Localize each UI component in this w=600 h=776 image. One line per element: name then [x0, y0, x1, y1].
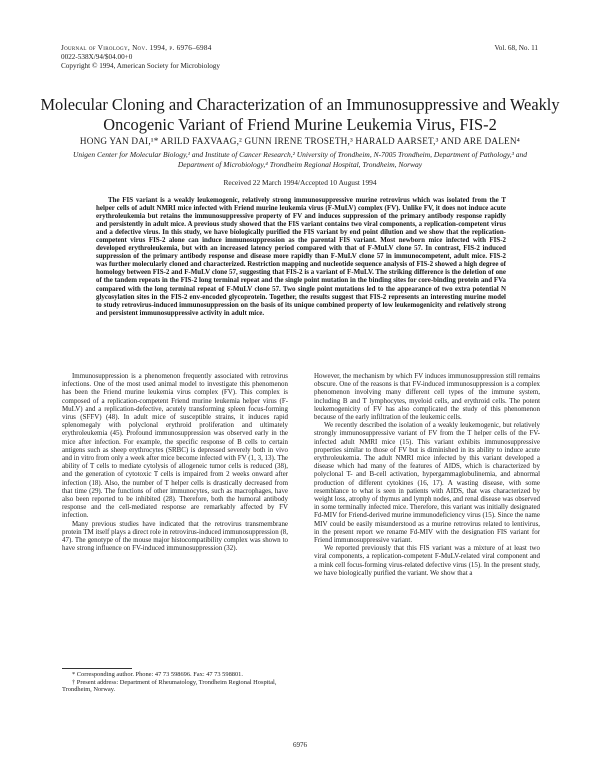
author-list: HONG YAN DAI,¹* ARILD FAXVAAG,² GUNN IRENE TROSETH,³ HARALD AARSET,³ AND ARE DALEN⁴: [79, 136, 521, 146]
received-date: Received 22 March 1994/Accepted 10 August 1994: [223, 178, 377, 187]
footnote-corresponding-author: * Corresponding author. Phone: 47 73 598696. Fax: 47 73 598801.: [72, 671, 243, 678]
affiliations: Unigen Center for Molecular Biology,¹ and Institute of Cancer Research,² University of Trondheim, N-7005 Trondheim, Department of Pathology,³ and Department of Microbiology,⁴ Trondheim Regional Hospital, Trondheim, Norway: [73, 150, 527, 169]
body-column-left: [62, 372, 288, 662]
body-column-right: [314, 372, 540, 577]
footnote-present-address: † Present address: Department of Rheumatology, Trondheim Regional Hospital, Trondheim, Norway.: [62, 678, 277, 694]
body-paragraph: Many previous studies have indicated that the retrovirus transmembrane protein TM itself plays a direct role in retrovirus-induced immunosuppression (8, 47). The genotype of the mouse major histocompatibility complex was shown to have strong influence on FV-induced immunosuppression (32).: [62, 519, 288, 553]
footnotes: [62, 671, 288, 694]
paper-title: Molecular Cloning and Characterization of an Immunosuppressive and Weakly Oncogenic Variant of Friend Murine Leukemia Virus, FIS-2: [40, 95, 560, 134]
abstract: [96, 196, 506, 317]
issn-line: 0022-538X/94/$04.00+0: [61, 53, 133, 61]
body-paragraph: However, the mechanism by which FV induces immunosuppression still remains obscure. One of the reasons is that FV-induced immunosuppression is a complex phenomenon involving many different cell types of the immune system, including B and T lymphocytes, myeloid cells, and erythroid cells. The potent leukemogenicity of FV has also complicated the study of this phenomenon because of the early infiltration of the leukemic cells.: [314, 372, 540, 422]
body-paragraph: We recently described the isolation of a weakly leukemogenic, but relatively strongly immunosuppressive variant of FV from the T helper cells of the FV-infected adult NMRI mice (15). This variant exhibits immunosuppressive properties similar to those of FV but is diminished in its ability to induce acute erythroleukemia. The adult NMRI mice infected by this variant developed a disease which had many of the features of AIDS, which is characterized by polyclonal T- and B-cell activation, hypergammaglobulinemia, and abnormal production of different cytokines (16, 17). A wasting disease, with some resemblance to what is seen in patients with AIDS, that was characterized by weight loss, atrophy of thymus and lymph nodes, and renal disease was observed in some terminally infected mice. Therefore, this variant was initially designated Fd-MIV for Friend-derived murine immunodeficiency virus (15). Since the name MIV could be easily misunderstood as a murine retrovirus related to lentivirus, in the present report we rename Fd-MIV with the designation FIS variant for Friend immunosuppressive variant.: [314, 421, 540, 545]
body-paragraph: We reported previously that this FIS variant was a mixture of at least two viral components, a replication-competent F-MuLV-related viral component and a mink cell focus-forming virus-related defective virus (15). In the present study, we have biologically purified the variant. We show that a: [314, 544, 540, 577]
copyright-line: Copyright © 1994, American Society for Microbiology: [61, 62, 220, 70]
journal-header: [61, 44, 381, 71]
abstract-text: The FIS variant is a weakly leukemogenic, relatively strong immunosuppressive murine retrovirus which was isolated from the T helper cells of adult NMRI mice infected with Friend murine leukemia virus (F-MuLV) complex (FV). Unlike FV, it does not induce acute erythroleukemia but retains the immunosuppressive property of FV and induces suppression of the primary antibody response rapidly and persistently in adult mice. A previous study showed that the FIS variant contains two viral components, a replication-competent virus and a defective virus. In this study, we have biologically purified the FIS variant by end point dilution and we show that the replication-competent virus FIS-2 alone can induce immunosuppression as the parental FIS variant. Most newborn mice infected with FIS-2 developed erythroleukemia, but with an increased latency period compared with that of F-MuLV clone 57. In contrast, FIS-2 induced suppression of the primary antibody response and disease more rapidly than F-MuLV clone 57 in immunocompetent, adult mice. FIS-2 was further molecularly cloned and characterized. Restriction mapping and nucleotide sequence analysis of FIS-2 showed a high degree of homology between FIS-2 and F-MuLV clone 57, suggesting that FIS-2 is a variant of F-MuLV. The striking difference is the deletion of one of the tandem repeats in the FIS-2 long terminal repeat and the single point mutation in the binding sites for core-binding protein and FVa compared with the long terminal repeat of F-MuLV clone 57. Two single point mutations led to the appearance of two extra potential N glycosylation sites in the FIS-2 env-encoded glycoprotein. Together, the results suggest that FIS-2 represents an interesting murine model to study retrovirus-induced immunosuppression on the basis of its unique combined property of low leukemogenicity and relatively strong and persistent immunosuppressive activity in adult mice.: [96, 196, 506, 317]
page-number: 6976: [293, 741, 307, 749]
journal-citation: Journal of Virology, Nov. 1994, p. 6976–6984: [61, 44, 212, 52]
footnote-divider: [62, 668, 132, 669]
body-paragraph: Immunosuppression is a phenomenon frequently associated with retrovirus infections. One of the most used animal model to investigate this phenomenon has been the Friend murine leukemia virus complex (FV). This complex is composed of a replication-competent Friend murine leukemia helper virus (F-MuLV) and a replication-defective, acutely transforming spleen focus-forming virus (SFFV) (48). In adult mice of susceptible strains, it induces rapid splenomegaly with polyclonal erythroid proliferation and ultimately erythroleukemia (45). Profound immunosuppression was observed early in the mice after infection. For example, the specific response of B cells to certain antigens such as sheep erythrocytes (SRBC) is depressed severely both in vivo and in vitro from only a week after mice become infected with FV (1, 3, 13). The ability of T cells to mediate cytolysis of allogeneic tumor cells is reduced (38), and the generation of cytotoxic T cells is impaired from 2 weeks onward after infection (18). Also, the number of T helper cells is drastically decreased from that time (29). The functions of other immunocytes, such as macrophages, have also been reported to be inhibited (28). Therefore, both the humoral antibody response and the cell-mediated response are remarkably affected by FV infection.: [62, 372, 288, 520]
volume-label: Vol. 68, No. 11: [494, 44, 538, 52]
